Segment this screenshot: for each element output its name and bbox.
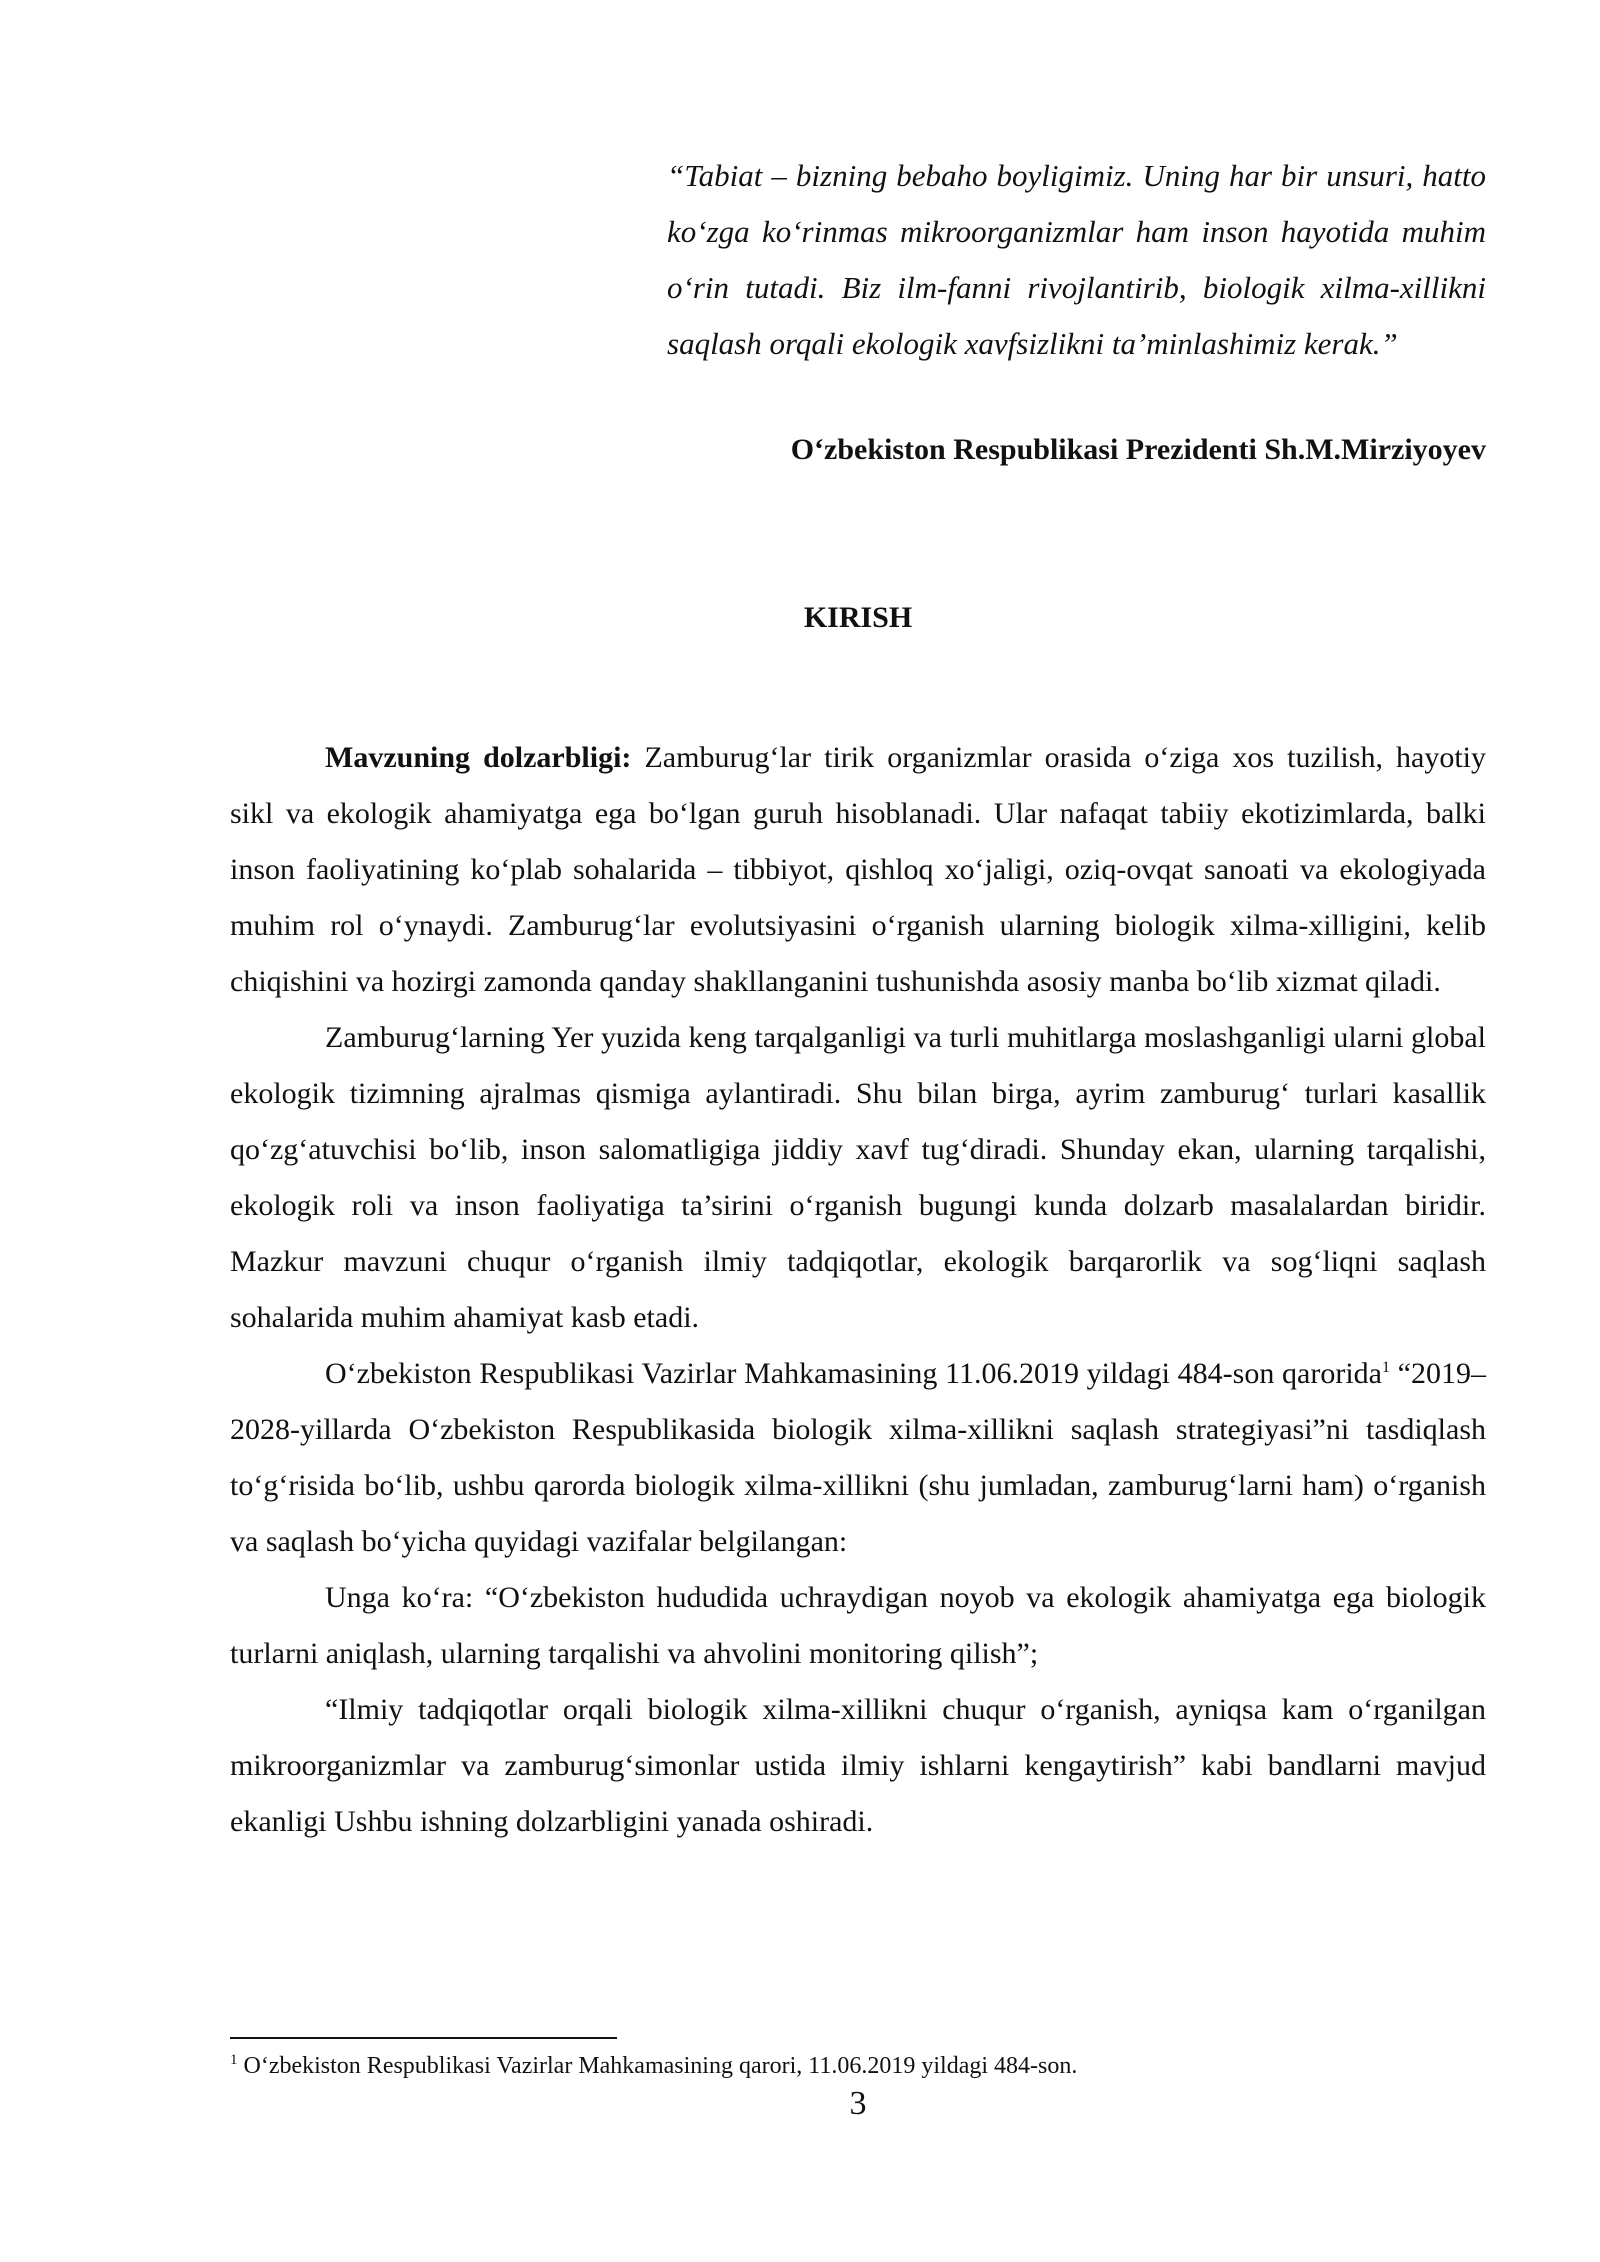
page-number: 3 bbox=[849, 2085, 867, 2122]
paragraph-lead: Mavzuning dolzarbligi: bbox=[325, 741, 632, 774]
paragraph-distribution: Zamburug‘larning Yer yuzida keng tarqalganligi va turli muhitlarga moslashganligi ularni global ekologik tizimning ajralmas qismiga aylantiradi. Shu bilan birga, ayrim zamburug‘ turlari kasallik qo‘zg‘atuvchisi bo‘lib, inson salomatligiga jiddiy xavf tug‘diradi. Shunday ekan, ularning tarqalishi, ekologik roli va inson faoliyatiga ta’sirini o‘rganish bugungi kunda dolzarb masalalardan biridir. Mazkur mavzuni chuqur o‘rganish ilmiy tadqiqotlar, ekologik barqarorlik va sog‘liqni saqlash sohalarida muhim ahamiyat kasb etadi. bbox=[230, 1021, 1486, 1334]
paragraph-text: Zamburug‘lar tirik organizmlar orasida o‘ziga xos tuzilish, hayotiy sikl va ekologik ahamiyatga ega bo‘lgan guruh hisoblanadi. Ular nafaqat tabiiy ekotizimlarda, balki inson faoliyatining ko‘plab sohalarida – tibbiyot, qishloq xo‘jaligi, oziq-ovqat sanoati va ekologiyada muhim rol o‘ynaydi. Zamburug‘lar evolutsiyasini o‘rganish ularning biologik xilma-xilligini, kelib chiqishini va hozirgi zamonda qanday shakllanganini tushunishda asosiy manba bo‘lib xizmat qiladi. bbox=[230, 741, 1486, 998]
epigraph-author: O‘zbekiston Respublikasi Prezidenti Sh.M.Mirziyoyev bbox=[790, 433, 1486, 466]
footnote-marker: 1 bbox=[230, 2052, 238, 2068]
footnote-text: O‘zbekiston Respublikasi Vazirlar Mahkamasining qarori, 11.06.2019 yildagi 484-son. bbox=[237, 2053, 1078, 2079]
body-text bbox=[230, 730, 1486, 1850]
epigraph-quote: “Tabiat – bizning bebaho boyligimiz. Uning har bir unsuri, hatto ko‘zga ko‘rinmas mikroorganizmlar ham inson hayotida muhim o‘rin tutadi. Biz ilm-fanni rivojlantirib, biologik xilma-xillikni saqlash orqali ekologik xavfsizlikni ta’minlashimiz kerak.” bbox=[667, 158, 1486, 361]
paragraph-task-1: Unga ko‘ra: “O‘zbekiston hududida uchraydigan noyob va ekologik ahamiyatga ega biologik turlarni aniqlash, ularning tarqalishi va ahvolini monitoring qilish”; bbox=[230, 1581, 1486, 1670]
paragraph-task-2: “Ilmiy tadqiqotlar orqali biologik xilma-xillikni chuqur o‘rganish, ayniqsa kam o‘rganilgan mikroorganizmlar va zamburug‘simonlar ustida ilmiy ishlarni kengaytirish” kabi bandlarni mavjud ekanligi Ushbu ishning dolzarbligini yanada oshiradi. bbox=[230, 1693, 1486, 1838]
paragraph-text: “2019–2028-yillarda O‘zbekiston Respublikasida biologik xilma-xillikni saqlash strategiyasi”ni tasdiqlash to‘g‘risida bo‘lib, ushbu qarorda biologik xilma-xillikni (shu jumladan, zamburug‘larni ham) o‘rganish va saqlash bo‘yicha quyidagi vazifalar belgilangan: bbox=[230, 1357, 1486, 1558]
footnote bbox=[230, 2050, 1486, 2082]
section-heading: KIRISH bbox=[803, 601, 913, 634]
footnote-reference: 1 bbox=[1381, 1359, 1390, 1376]
paragraph-text: O‘zbekiston Respublikasi Vazirlar Mahkamasining 11.06.2019 yildagi 484-son qarorida bbox=[325, 1357, 1382, 1390]
paragraph-relevance bbox=[230, 730, 1486, 1010]
footnote-divider bbox=[230, 2037, 617, 2039]
paragraph-resolution bbox=[230, 1346, 1486, 1570]
